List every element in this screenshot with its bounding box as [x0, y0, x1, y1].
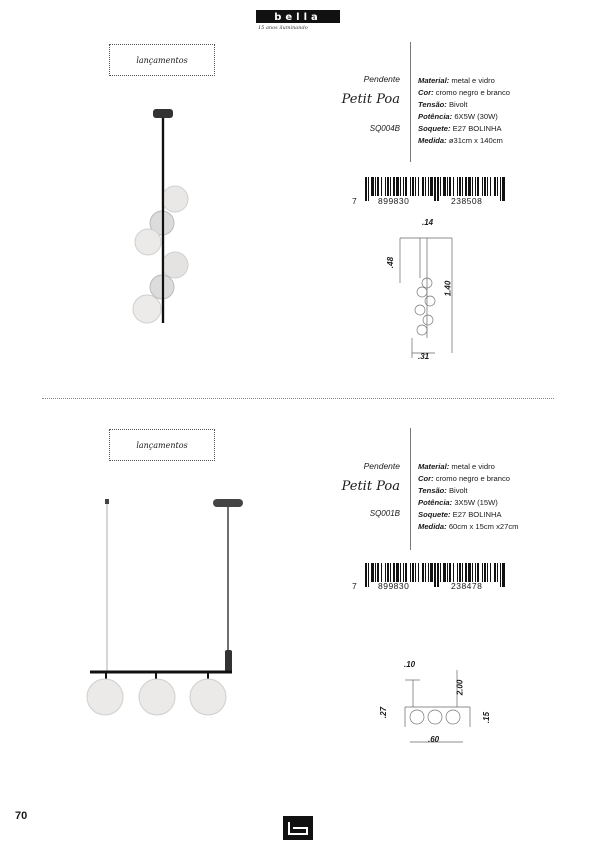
launch-tag: lançamentos — [109, 429, 215, 461]
lamp-sq001b-image — [80, 495, 250, 720]
barcode-digit-prefix: 7 — [352, 196, 358, 206]
launch-tag: lançamentos — [109, 44, 215, 76]
barcode-digits-right: 238508 — [451, 196, 483, 206]
barcode-digit-prefix: 7 — [352, 581, 358, 591]
spec-tensao: Tensão: Bivolt — [418, 486, 468, 496]
spec-material: Material: metal e vidro — [418, 462, 495, 471]
product-type: Pendente — [363, 461, 400, 471]
spec-medida: Medida: 60cm x 15cm x27cm — [418, 522, 519, 532]
barcode-digits-left: 899830 — [378, 196, 410, 206]
dim-right-b: .15 — [482, 711, 492, 724]
spec-medida: Medida: ø31cm x 140cm — [418, 136, 503, 146]
spec-cor: Cor: cromo negro e branco — [418, 88, 511, 98]
product-model: Petit Poa — [341, 479, 400, 494]
svg-text:bella: bella — [274, 12, 322, 23]
spec-list — [418, 461, 518, 534]
spec-divider — [410, 428, 411, 550]
dim-right-a: 2.00 — [455, 679, 465, 696]
barcode-digits-left: 899830 — [378, 581, 410, 591]
spec-material: Material: metal e vidro — [418, 76, 495, 85]
page-number: 70 — [15, 810, 28, 822]
product-type: Pendente — [363, 74, 400, 84]
spec-potencia: Potência: 3X5W (15W) — [418, 498, 498, 508]
spec-tensao: Tensão: Bivolt — [418, 100, 468, 110]
bella-logo-icon — [256, 9, 340, 25]
spec-list — [418, 75, 510, 148]
dim-bottom: .31 — [418, 352, 430, 361]
barcode-digits-right: 238478 — [451, 581, 483, 591]
brand-tagline: 15 anos iluminando — [258, 25, 308, 31]
dim-left: .27 — [379, 706, 389, 719]
dim-top: .10 — [404, 660, 416, 669]
dim-bottom: .60 — [428, 735, 440, 744]
spec-soquete: Soquete: E27 BOLINHA — [418, 510, 502, 520]
footer-logo-icon — [283, 816, 313, 840]
lamp-sq004b-image — [125, 105, 195, 330]
product-code: SQ004B — [369, 124, 400, 133]
section-divider — [42, 398, 554, 399]
dim-right: 1.40 — [443, 280, 453, 297]
dim-left: .48 — [386, 256, 396, 269]
spec-divider — [410, 42, 411, 162]
spec-soquete: Soquete: E27 BOLINHA — [418, 124, 502, 134]
product-code: SQ001B — [369, 509, 400, 518]
spec-cor: Cor: cromo negro e branco — [418, 474, 511, 484]
dim-top: .14 — [422, 218, 434, 227]
spec-potencia: Potência: 6X5W (30W) — [418, 112, 498, 122]
product-model: Petit Poa — [341, 92, 400, 107]
